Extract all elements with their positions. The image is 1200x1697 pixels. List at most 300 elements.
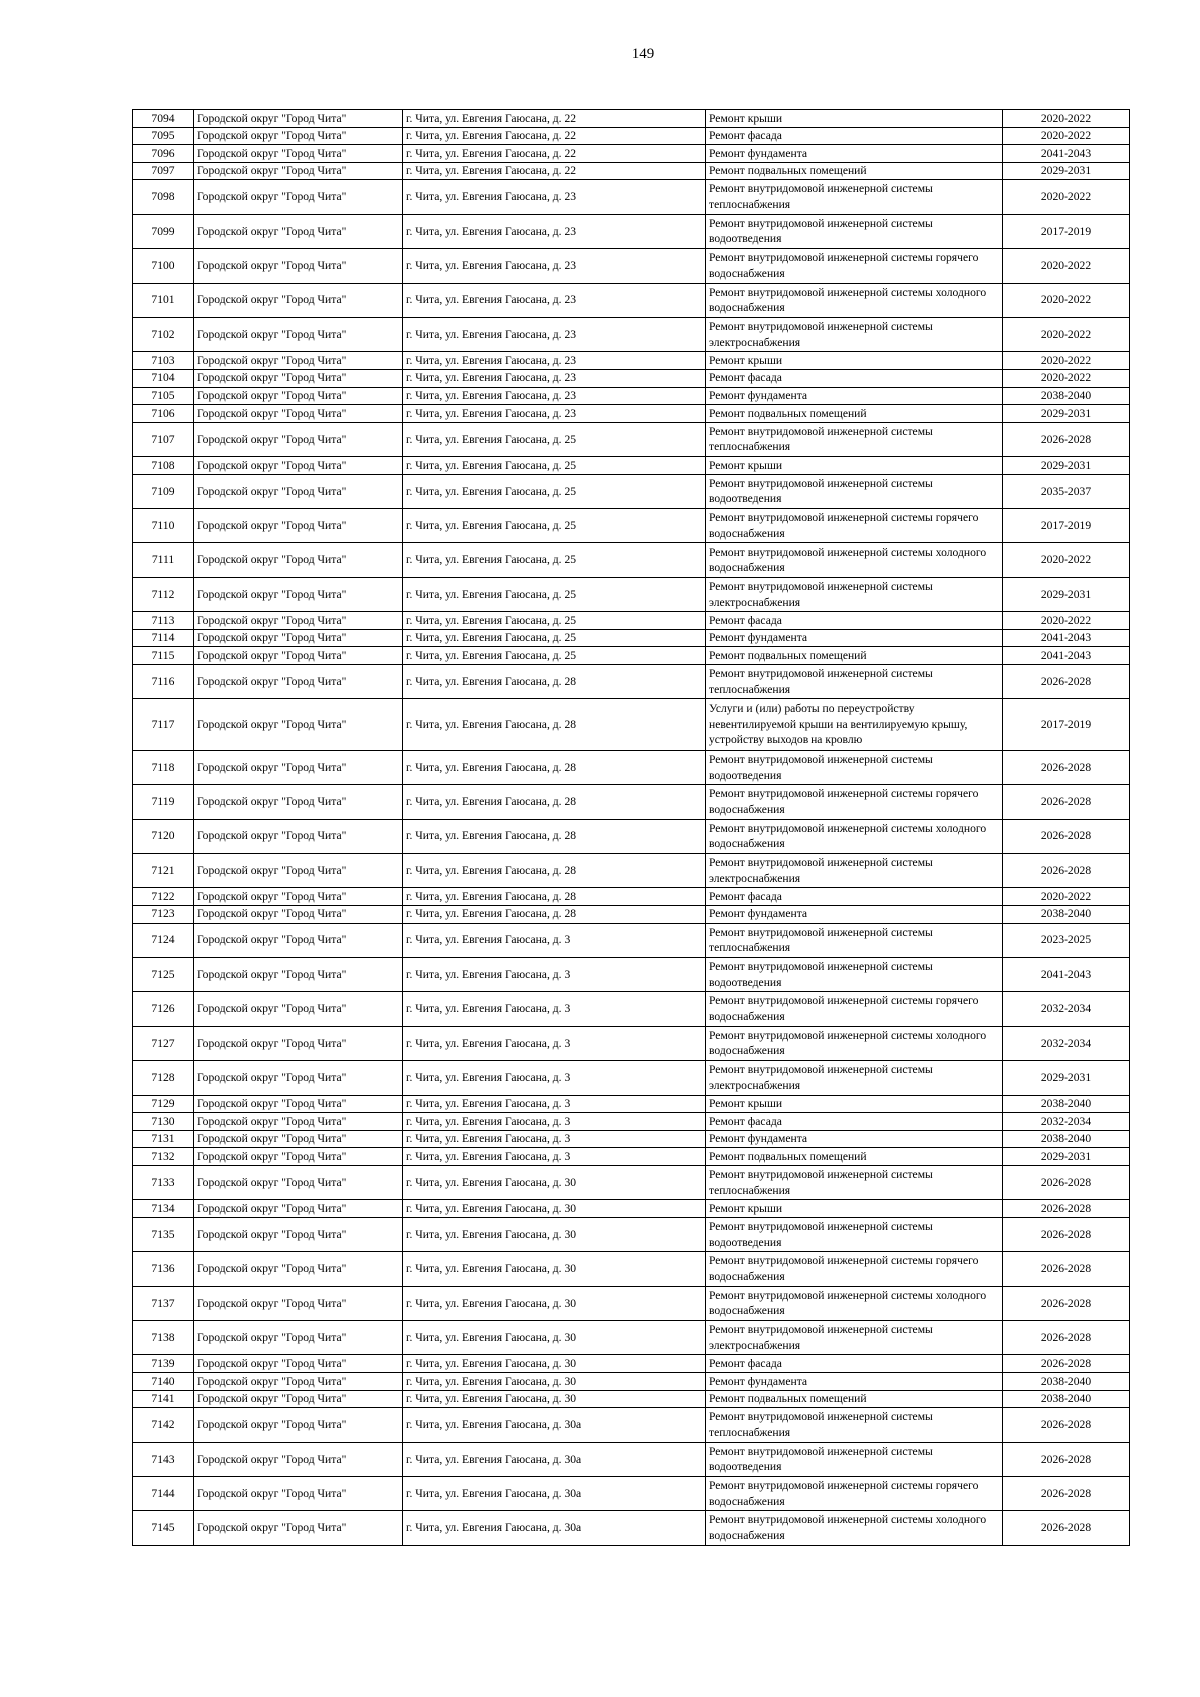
table-row [133, 1130, 1130, 1148]
municipality-cell: Городской округ "Город Чита" [194, 1113, 403, 1131]
municipality-cell: Городской округ "Город Чита" [194, 577, 403, 611]
table-row [133, 162, 1130, 180]
work-type-cell: Ремонт подвальных помещений [706, 1390, 1003, 1408]
address-cell: г. Чита, ул. Евгения Гаюсана, д. 23 [403, 369, 706, 387]
address-cell: г. Чита, ул. Евгения Гаюсана, д. 28 [403, 853, 706, 887]
municipality-cell: Городской округ "Город Чита" [194, 283, 403, 317]
table-body [133, 110, 1130, 1546]
period-cell: 2026-2028 [1003, 1408, 1130, 1442]
municipality-cell: Городской округ "Город Чита" [194, 145, 403, 163]
table-row [133, 957, 1130, 991]
work-type-cell: Ремонт внутридомовой инженерной системы холодного водоснабжения [706, 819, 1003, 853]
table-row [133, 1200, 1130, 1218]
period-cell: 2020-2022 [1003, 249, 1130, 283]
work-type-cell: Ремонт внутридомовой инженерной системы горячего водоснабжения [706, 785, 1003, 819]
period-cell: 2038-2040 [1003, 1390, 1130, 1408]
period-cell: 2020-2022 [1003, 543, 1130, 577]
address-cell: г. Чита, ул. Евгения Гаюсана, д. 23 [403, 283, 706, 317]
municipality-cell: Городской округ "Город Чита" [194, 387, 403, 405]
municipality-cell: Городской округ "Город Чита" [194, 853, 403, 887]
municipality-cell: Городской округ "Город Чита" [194, 785, 403, 819]
work-type-cell: Ремонт крыши [706, 1200, 1003, 1218]
table-row [133, 699, 1130, 750]
table-row [133, 1477, 1130, 1511]
period-cell: 2026-2028 [1003, 1200, 1130, 1218]
table-row [133, 1165, 1130, 1199]
municipality-cell: Городской округ "Город Чита" [194, 369, 403, 387]
address-cell: г. Чита, ул. Евгения Гаюсана, д. 28 [403, 750, 706, 784]
work-type-cell: Ремонт фасада [706, 888, 1003, 906]
work-type-cell: Ремонт внутридомовой инженерной системы теплоснабжения [706, 665, 1003, 699]
work-type-cell: Ремонт внутридомовой инженерной системы горячего водоснабжения [706, 1477, 1003, 1511]
table-row [133, 629, 1130, 647]
address-cell: г. Чита, ул. Евгения Гаюсана, д. 25 [403, 577, 706, 611]
table-row [133, 387, 1130, 405]
work-type-cell: Ремонт фундамента [706, 387, 1003, 405]
period-cell: 2032-2034 [1003, 1113, 1130, 1131]
municipality-cell: Городской округ "Город Чита" [194, 905, 403, 923]
period-cell: 2026-2028 [1003, 1511, 1130, 1545]
address-cell: г. Чита, ул. Евгения Гаюсана, д. 28 [403, 819, 706, 853]
address-cell: г. Чита, ул. Евгения Гаюсана, д. 30 [403, 1390, 706, 1408]
table-row [133, 127, 1130, 145]
work-type-cell: Ремонт внутридомовой инженерной системы водоотведения [706, 957, 1003, 991]
table-row [133, 612, 1130, 630]
address-cell: г. Чита, ул. Евгения Гаюсана, д. 30а [403, 1408, 706, 1442]
period-cell: 2020-2022 [1003, 352, 1130, 370]
row-number-cell: 7100 [133, 249, 194, 283]
address-cell: г. Чита, ул. Евгения Гаюсана, д. 28 [403, 888, 706, 906]
table-row [133, 369, 1130, 387]
row-number-cell: 7145 [133, 1511, 194, 1545]
repair-schedule-table [132, 109, 1130, 1546]
period-cell: 2041-2043 [1003, 629, 1130, 647]
work-type-cell: Ремонт подвальных помещений [706, 647, 1003, 665]
period-cell: 2026-2028 [1003, 665, 1130, 699]
row-number-cell: 7128 [133, 1061, 194, 1095]
row-number-cell: 7109 [133, 474, 194, 508]
row-number-cell: 7113 [133, 612, 194, 630]
row-number-cell: 7097 [133, 162, 194, 180]
municipality-cell: Городской округ "Город Чита" [194, 422, 403, 456]
address-cell: г. Чита, ул. Евгения Гаюсана, д. 25 [403, 509, 706, 543]
municipality-cell: Городской округ "Город Чита" [194, 1442, 403, 1476]
period-cell: 2029-2031 [1003, 577, 1130, 611]
address-cell: г. Чита, ул. Евгения Гаюсана, д. 23 [403, 180, 706, 214]
table-row [133, 1321, 1130, 1355]
row-number-cell: 7144 [133, 1477, 194, 1511]
municipality-cell: Городской округ "Город Чита" [194, 750, 403, 784]
period-cell: 2026-2028 [1003, 853, 1130, 887]
municipality-cell: Городской округ "Город Чита" [194, 629, 403, 647]
row-number-cell: 7135 [133, 1217, 194, 1251]
period-cell: 2032-2034 [1003, 1026, 1130, 1060]
address-cell: г. Чита, ул. Евгения Гаюсана, д. 28 [403, 665, 706, 699]
address-cell: г. Чита, ул. Евгения Гаюсана, д. 25 [403, 474, 706, 508]
municipality-cell: Городской округ "Город Чита" [194, 214, 403, 248]
period-cell: 2029-2031 [1003, 1148, 1130, 1166]
row-number-cell: 7103 [133, 352, 194, 370]
period-cell: 2038-2040 [1003, 1373, 1130, 1391]
address-cell: г. Чита, ул. Евгения Гаюсана, д. 30 [403, 1286, 706, 1320]
period-cell: 2023-2025 [1003, 923, 1130, 957]
table-row [133, 422, 1130, 456]
row-number-cell: 7127 [133, 1026, 194, 1060]
row-number-cell: 7108 [133, 457, 194, 475]
work-type-cell: Ремонт фундамента [706, 629, 1003, 647]
address-cell: г. Чита, ул. Евгения Гаюсана, д. 3 [403, 1095, 706, 1113]
work-type-cell: Ремонт внутридомовой инженерной системы водоотведения [706, 214, 1003, 248]
row-number-cell: 7125 [133, 957, 194, 991]
period-cell: 2020-2022 [1003, 110, 1130, 128]
address-cell: г. Чита, ул. Евгения Гаюсана, д. 28 [403, 699, 706, 750]
municipality-cell: Городской округ "Город Чита" [194, 474, 403, 508]
row-number-cell: 7110 [133, 509, 194, 543]
row-number-cell: 7137 [133, 1286, 194, 1320]
municipality-cell: Городской округ "Город Чита" [194, 647, 403, 665]
work-type-cell: Ремонт внутридомовой инженерной системы теплоснабжения [706, 1408, 1003, 1442]
municipality-cell: Городской округ "Город Чита" [194, 1390, 403, 1408]
row-number-cell: 7102 [133, 317, 194, 351]
period-cell: 2026-2028 [1003, 1442, 1130, 1476]
municipality-cell: Городской округ "Город Чита" [194, 1252, 403, 1286]
address-cell: г. Чита, ул. Евгения Гаюсана, д. 30а [403, 1442, 706, 1476]
period-cell: 2026-2028 [1003, 1217, 1130, 1251]
address-cell: г. Чита, ул. Евгения Гаюсана, д. 28 [403, 785, 706, 819]
work-type-cell: Ремонт подвальных помещений [706, 405, 1003, 423]
work-type-cell: Ремонт внутридомовой инженерной системы электроснабжения [706, 317, 1003, 351]
work-type-cell: Ремонт фасада [706, 127, 1003, 145]
table-row [133, 110, 1130, 128]
municipality-cell: Городской округ "Город Чита" [194, 1130, 403, 1148]
address-cell: г. Чита, ул. Евгения Гаюсана, д. 3 [403, 957, 706, 991]
row-number-cell: 7124 [133, 923, 194, 957]
address-cell: г. Чита, ул. Евгения Гаюсана, д. 22 [403, 110, 706, 128]
row-number-cell: 7131 [133, 1130, 194, 1148]
table-row [133, 888, 1130, 906]
municipality-cell: Городской округ "Город Чита" [194, 1095, 403, 1113]
work-type-cell: Ремонт внутридомовой инженерной системы горячего водоснабжения [706, 1252, 1003, 1286]
work-type-cell: Ремонт фасада [706, 612, 1003, 630]
row-number-cell: 7115 [133, 647, 194, 665]
row-number-cell: 7142 [133, 1408, 194, 1442]
period-cell: 2017-2019 [1003, 509, 1130, 543]
work-type-cell: Ремонт фасада [706, 369, 1003, 387]
table-row [133, 1113, 1130, 1131]
address-cell: г. Чита, ул. Евгения Гаюсана, д. 30 [403, 1321, 706, 1355]
period-cell: 2029-2031 [1003, 405, 1130, 423]
work-type-cell: Ремонт внутридомовой инженерной системы водоотведения [706, 474, 1003, 508]
table-row [133, 665, 1130, 699]
row-number-cell: 7136 [133, 1252, 194, 1286]
address-cell: г. Чита, ул. Евгения Гаюсана, д. 30 [403, 1217, 706, 1251]
work-type-cell: Ремонт внутридомовой инженерной системы горячего водоснабжения [706, 509, 1003, 543]
row-number-cell: 7111 [133, 543, 194, 577]
table-row [133, 750, 1130, 784]
period-cell: 2035-2037 [1003, 474, 1130, 508]
work-type-cell: Ремонт внутридомовой инженерной системы электроснабжения [706, 853, 1003, 887]
period-cell: 2026-2028 [1003, 1286, 1130, 1320]
row-number-cell: 7121 [133, 853, 194, 887]
address-cell: г. Чита, ул. Евгения Гаюсана, д. 22 [403, 162, 706, 180]
row-number-cell: 7139 [133, 1355, 194, 1373]
work-type-cell: Ремонт внутридомовой инженерной системы холодного водоснабжения [706, 1286, 1003, 1320]
table-row [133, 1408, 1130, 1442]
work-type-cell: Ремонт фундамента [706, 1130, 1003, 1148]
table-row [133, 249, 1130, 283]
period-cell: 2020-2022 [1003, 612, 1130, 630]
municipality-cell: Городской округ "Город Чита" [194, 1165, 403, 1199]
table-row [133, 1252, 1130, 1286]
municipality-cell: Городской округ "Город Чита" [194, 1477, 403, 1511]
work-type-cell: Ремонт внутридомовой инженерной системы водоотведения [706, 1217, 1003, 1251]
period-cell: 2026-2028 [1003, 1165, 1130, 1199]
work-type-cell: Ремонт внутридомовой инженерной системы электроснабжения [706, 1061, 1003, 1095]
municipality-cell: Городской округ "Город Чита" [194, 127, 403, 145]
row-number-cell: 7120 [133, 819, 194, 853]
address-cell: г. Чита, ул. Евгения Гаюсана, д. 25 [403, 543, 706, 577]
table-row [133, 1373, 1130, 1391]
work-type-cell: Ремонт внутридомовой инженерной системы холодного водоснабжения [706, 1511, 1003, 1545]
address-cell: г. Чита, ул. Евгения Гаюсана, д. 25 [403, 422, 706, 456]
work-type-cell: Ремонт внутридомовой инженерной системы холодного водоснабжения [706, 543, 1003, 577]
work-type-cell: Ремонт внутридомовой инженерной системы водоотведения [706, 1442, 1003, 1476]
table-row [133, 145, 1130, 163]
work-type-cell: Ремонт фасада [706, 1113, 1003, 1131]
period-cell: 2026-2028 [1003, 750, 1130, 784]
row-number-cell: 7129 [133, 1095, 194, 1113]
work-type-cell: Ремонт фасада [706, 1355, 1003, 1373]
work-type-cell: Ремонт подвальных помещений [706, 1148, 1003, 1166]
municipality-cell: Городской округ "Город Чита" [194, 180, 403, 214]
municipality-cell: Городской округ "Город Чита" [194, 1148, 403, 1166]
page-number: 149 [631, 46, 655, 62]
municipality-cell: Городской округ "Город Чита" [194, 819, 403, 853]
period-cell: 2020-2022 [1003, 888, 1130, 906]
table-row [133, 819, 1130, 853]
address-cell: г. Чита, ул. Евгения Гаюсана, д. 30 [403, 1252, 706, 1286]
address-cell: г. Чита, ул. Евгения Гаюсана, д. 30 [403, 1165, 706, 1199]
address-cell: г. Чита, ул. Евгения Гаюсана, д. 25 [403, 647, 706, 665]
table-row [133, 1286, 1130, 1320]
municipality-cell: Городской округ "Город Чита" [194, 665, 403, 699]
work-type-cell: Ремонт внутридомовой инженерной системы электроснабжения [706, 1321, 1003, 1355]
municipality-cell: Городской округ "Город Чита" [194, 957, 403, 991]
address-cell: г. Чита, ул. Евгения Гаюсана, д. 25 [403, 612, 706, 630]
row-number-cell: 7101 [133, 283, 194, 317]
table-row [133, 1217, 1130, 1251]
table-row [133, 923, 1130, 957]
table-row [133, 214, 1130, 248]
work-type-cell: Ремонт внутридомовой инженерной системы теплоснабжения [706, 422, 1003, 456]
address-cell: г. Чита, ул. Евгения Гаюсана, д. 3 [403, 1148, 706, 1166]
address-cell: г. Чита, ул. Евгения Гаюсана, д. 30а [403, 1477, 706, 1511]
work-type-cell: Ремонт внутридомовой инженерной системы горячего водоснабжения [706, 249, 1003, 283]
address-cell: г. Чита, ул. Евгения Гаюсана, д. 30 [403, 1373, 706, 1391]
row-number-cell: 7098 [133, 180, 194, 214]
work-type-cell: Услуги и (или) работы по переустройству невентилируемой крыши на вентилируемую крышу, устройству выходов на кровлю [706, 699, 1003, 750]
table-row [133, 509, 1130, 543]
address-cell: г. Чита, ул. Евгения Гаюсана, д. 3 [403, 923, 706, 957]
row-number-cell: 7140 [133, 1373, 194, 1391]
municipality-cell: Городской округ "Город Чита" [194, 110, 403, 128]
row-number-cell: 7123 [133, 905, 194, 923]
municipality-cell: Городской округ "Город Чита" [194, 352, 403, 370]
period-cell: 2038-2040 [1003, 1095, 1130, 1113]
work-type-cell: Ремонт крыши [706, 1095, 1003, 1113]
municipality-cell: Городской округ "Город Чита" [194, 612, 403, 630]
table-row [133, 853, 1130, 887]
address-cell: г. Чита, ул. Евгения Гаюсана, д. 22 [403, 145, 706, 163]
period-cell: 2020-2022 [1003, 180, 1130, 214]
table-row [133, 457, 1130, 475]
period-cell: 2020-2022 [1003, 317, 1130, 351]
municipality-cell: Городской округ "Город Чита" [194, 699, 403, 750]
table-row [133, 785, 1130, 819]
table-row [133, 577, 1130, 611]
period-cell: 2017-2019 [1003, 699, 1130, 750]
table-row [133, 1355, 1130, 1373]
municipality-cell: Городской округ "Город Чита" [194, 1373, 403, 1391]
table-row [133, 283, 1130, 317]
address-cell: г. Чита, ул. Евгения Гаюсана, д. 28 [403, 905, 706, 923]
municipality-cell: Городской округ "Город Чита" [194, 249, 403, 283]
work-type-cell: Ремонт крыши [706, 457, 1003, 475]
work-type-cell: Ремонт внутридомовой инженерной системы холодного водоснабжения [706, 283, 1003, 317]
work-type-cell: Ремонт внутридомовой инженерной системы теплоснабжения [706, 923, 1003, 957]
table-row [133, 1511, 1130, 1545]
row-number-cell: 7106 [133, 405, 194, 423]
address-cell: г. Чита, ул. Евгения Гаюсана, д. 23 [403, 387, 706, 405]
row-number-cell: 7105 [133, 387, 194, 405]
address-cell: г. Чита, ул. Евгения Гаюсана, д. 23 [403, 214, 706, 248]
row-number-cell: 7134 [133, 1200, 194, 1218]
row-number-cell: 7117 [133, 699, 194, 750]
table-row [133, 1442, 1130, 1476]
row-number-cell: 7138 [133, 1321, 194, 1355]
row-number-cell: 7122 [133, 888, 194, 906]
row-number-cell: 7107 [133, 422, 194, 456]
municipality-cell: Городской округ "Город Чита" [194, 509, 403, 543]
table-row [133, 1148, 1130, 1166]
row-number-cell: 7114 [133, 629, 194, 647]
address-cell: г. Чита, ул. Евгения Гаюсана, д. 30а [403, 1511, 706, 1545]
row-number-cell: 7132 [133, 1148, 194, 1166]
row-number-cell: 7119 [133, 785, 194, 819]
address-cell: г. Чита, ул. Евгения Гаюсана, д. 23 [403, 352, 706, 370]
municipality-cell: Городской округ "Город Чита" [194, 1355, 403, 1373]
work-type-cell: Ремонт подвальных помещений [706, 162, 1003, 180]
municipality-cell: Городской округ "Город Чита" [194, 923, 403, 957]
address-cell: г. Чита, ул. Евгения Гаюсана, д. 25 [403, 629, 706, 647]
municipality-cell: Городской округ "Город Чита" [194, 405, 403, 423]
period-cell: 2020-2022 [1003, 369, 1130, 387]
municipality-cell: Городской округ "Город Чита" [194, 543, 403, 577]
table-row [133, 352, 1130, 370]
work-type-cell: Ремонт внутридомовой инженерной системы водоотведения [706, 750, 1003, 784]
table-row [133, 543, 1130, 577]
address-cell: г. Чита, ул. Евгения Гаюсана, д. 30 [403, 1200, 706, 1218]
row-number-cell: 7095 [133, 127, 194, 145]
row-number-cell: 7133 [133, 1165, 194, 1199]
table-row [133, 317, 1130, 351]
period-cell: 2029-2031 [1003, 457, 1130, 475]
period-cell: 2026-2028 [1003, 819, 1130, 853]
address-cell: г. Чита, ул. Евгения Гаюсана, д. 3 [403, 992, 706, 1026]
address-cell: г. Чита, ул. Евгения Гаюсана, д. 23 [403, 405, 706, 423]
row-number-cell: 7141 [133, 1390, 194, 1408]
table-row [133, 1390, 1130, 1408]
row-number-cell: 7104 [133, 369, 194, 387]
row-number-cell: 7143 [133, 1442, 194, 1476]
row-number-cell: 7112 [133, 577, 194, 611]
address-cell: г. Чита, ул. Евгения Гаюсана, д. 30 [403, 1355, 706, 1373]
period-cell: 2041-2043 [1003, 957, 1130, 991]
municipality-cell: Городской округ "Город Чита" [194, 317, 403, 351]
table-row [133, 180, 1130, 214]
table-row [133, 474, 1130, 508]
period-cell: 2026-2028 [1003, 1321, 1130, 1355]
address-cell: г. Чита, ул. Евгения Гаюсана, д. 23 [403, 249, 706, 283]
work-type-cell: Ремонт крыши [706, 110, 1003, 128]
table-row [133, 1061, 1130, 1095]
period-cell: 2026-2028 [1003, 1252, 1130, 1286]
period-cell: 2038-2040 [1003, 1130, 1130, 1148]
row-number-cell: 7118 [133, 750, 194, 784]
row-number-cell: 7130 [133, 1113, 194, 1131]
table-row [133, 1095, 1130, 1113]
period-cell: 2020-2022 [1003, 127, 1130, 145]
work-type-cell: Ремонт фундамента [706, 145, 1003, 163]
work-type-cell: Ремонт внутридомовой инженерной системы теплоснабжения [706, 1165, 1003, 1199]
address-cell: г. Чита, ул. Евгения Гаюсана, д. 22 [403, 127, 706, 145]
period-cell: 2026-2028 [1003, 422, 1130, 456]
table-row [133, 405, 1130, 423]
period-cell: 2029-2031 [1003, 1061, 1130, 1095]
row-number-cell: 7099 [133, 214, 194, 248]
address-cell: г. Чита, ул. Евгения Гаюсана, д. 23 [403, 317, 706, 351]
municipality-cell: Городской округ "Город Чита" [194, 992, 403, 1026]
work-type-cell: Ремонт внутридомовой инженерной системы холодного водоснабжения [706, 1026, 1003, 1060]
period-cell: 2020-2022 [1003, 283, 1130, 317]
work-type-cell: Ремонт фундамента [706, 1373, 1003, 1391]
period-cell: 2041-2043 [1003, 145, 1130, 163]
address-cell: г. Чита, ул. Евгения Гаюсана, д. 3 [403, 1026, 706, 1060]
period-cell: 2026-2028 [1003, 1355, 1130, 1373]
municipality-cell: Городской округ "Город Чита" [194, 457, 403, 475]
work-type-cell: Ремонт внутридомовой инженерной системы теплоснабжения [706, 180, 1003, 214]
municipality-cell: Городской округ "Город Чита" [194, 888, 403, 906]
period-cell: 2038-2040 [1003, 905, 1130, 923]
work-type-cell: Ремонт крыши [706, 352, 1003, 370]
period-cell: 2017-2019 [1003, 214, 1130, 248]
period-cell: 2026-2028 [1003, 1477, 1130, 1511]
address-cell: г. Чита, ул. Евгения Гаюсана, д. 25 [403, 457, 706, 475]
municipality-cell: Городской округ "Город Чита" [194, 1200, 403, 1218]
municipality-cell: Городской округ "Город Чита" [194, 1321, 403, 1355]
period-cell: 2026-2028 [1003, 785, 1130, 819]
municipality-cell: Городской округ "Город Чита" [194, 1217, 403, 1251]
table-row [133, 647, 1130, 665]
row-number-cell: 7126 [133, 992, 194, 1026]
row-number-cell: 7096 [133, 145, 194, 163]
work-type-cell: Ремонт фундамента [706, 905, 1003, 923]
period-cell: 2029-2031 [1003, 162, 1130, 180]
address-cell: г. Чита, ул. Евгения Гаюсана, д. 3 [403, 1061, 706, 1095]
municipality-cell: Городской округ "Город Чита" [194, 1511, 403, 1545]
municipality-cell: Городской округ "Город Чита" [194, 1061, 403, 1095]
period-cell: 2038-2040 [1003, 387, 1130, 405]
